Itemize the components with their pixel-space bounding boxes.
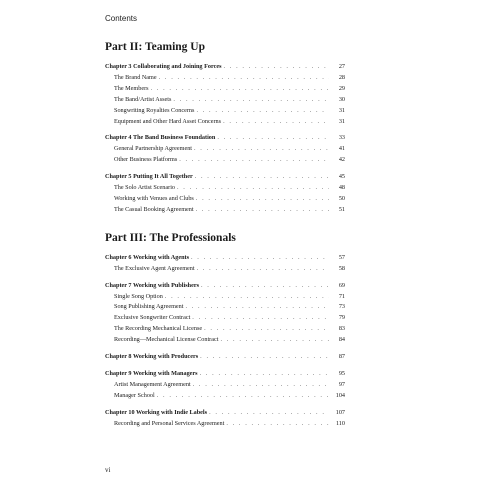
section-entry-page: 73 — [338, 303, 345, 311]
dot-leader — [197, 264, 329, 275]
section-entry-label: The Brand Name — [114, 73, 157, 81]
section-entry-page: 31 — [338, 106, 345, 114]
dot-leader — [200, 369, 329, 380]
section-entry[interactable] — [105, 84, 345, 95]
section-entry-label: Manager School — [114, 391, 155, 399]
part-title: Part II: Teaming Up — [105, 41, 205, 53]
section-entry-label: Single Song Option — [114, 292, 163, 300]
chapter-entry-page: 27 — [338, 63, 345, 70]
section-entry-page: 110 — [335, 419, 345, 427]
chapter-group — [105, 408, 345, 430]
section-entry[interactable] — [105, 155, 345, 166]
section-entry-page: 83 — [338, 325, 345, 333]
chapter-entry-label: Chapter 7 Working with Publishers — [105, 281, 199, 289]
section-entry-label: The Casual Booking Agreement — [114, 205, 194, 213]
section-entry-label: Exclusive Songwriter Contract — [114, 314, 191, 322]
section-entry-page: 42 — [338, 156, 345, 164]
section-entry-page: 97 — [338, 380, 345, 388]
chapter-entry[interactable] — [105, 62, 345, 73]
chapter-group — [105, 62, 345, 127]
section-entry-page: 50 — [338, 194, 345, 202]
section-entry-label: The Exclusive Agent Agreement — [114, 264, 195, 272]
dot-leader — [220, 335, 329, 346]
section-entry[interactable] — [105, 73, 345, 84]
section-entry-label: Other Business Platforms — [114, 156, 178, 164]
section-entry-page: 84 — [338, 336, 345, 344]
chapter-entry[interactable] — [105, 408, 345, 419]
chapter-entry[interactable] — [105, 253, 345, 264]
chapter-group — [105, 172, 345, 216]
toc-part — [105, 231, 345, 430]
section-entry[interactable] — [105, 95, 345, 106]
dot-leader — [223, 117, 329, 128]
section-entry-label: The Recording Mechanical License — [114, 325, 203, 333]
section-entry-label: The Solo Artist Scenario — [114, 184, 176, 192]
section-entry-label: Recording—Mechanical License Contract — [114, 336, 219, 344]
dot-leader — [177, 183, 329, 194]
section-entry[interactable] — [105, 117, 345, 128]
running-head: Contents — [105, 14, 138, 23]
section-entry-page: 48 — [338, 184, 345, 192]
section-entry-label: Equipment and Other Hard Asset Concerns — [114, 117, 222, 125]
section-entry-label: Artist Management Agreement — [114, 380, 191, 388]
toc-part — [105, 40, 345, 216]
section-entry-page: 51 — [338, 205, 345, 213]
section-entry[interactable] — [105, 391, 345, 402]
section-entry[interactable] — [105, 313, 345, 324]
section-entry-page: 28 — [338, 73, 345, 81]
section-entry-label: General Partnership Agreement — [114, 145, 193, 153]
dot-leader — [200, 352, 329, 363]
chapter-entry-page: 33 — [338, 134, 345, 142]
table-of-contents — [105, 40, 345, 429]
chapter-entry-page: 57 — [338, 253, 345, 261]
section-entry[interactable] — [105, 419, 345, 430]
chapter-entry-label: Chapter 5 Putting It All Together — [105, 173, 193, 181]
section-entry-page: 104 — [335, 391, 345, 399]
chapter-entry-label: Chapter 3 Collaborating and Joining Forces — [105, 63, 222, 70]
section-entry[interactable] — [105, 380, 345, 391]
chapter-entry-page: 87 — [338, 353, 345, 361]
dot-leader — [196, 205, 329, 216]
chapter-entry[interactable] — [105, 369, 345, 380]
section-entry-page: 31 — [338, 117, 345, 125]
section-entry-page: 58 — [338, 264, 345, 272]
section-entry-page: 29 — [338, 84, 345, 92]
section-entry[interactable] — [105, 335, 345, 346]
dot-leader — [226, 419, 329, 430]
dot-leader — [193, 380, 329, 391]
section-entry-page: 41 — [338, 145, 345, 153]
section-entry[interactable] — [105, 205, 345, 216]
dot-leader — [192, 313, 329, 324]
dot-leader — [196, 194, 329, 205]
dot-leader — [179, 155, 329, 166]
dot-leader — [223, 62, 329, 73]
dot-leader — [204, 324, 329, 335]
chapter-entry-page: 45 — [338, 173, 345, 181]
dot-leader — [209, 408, 329, 419]
chapter-entry[interactable] — [105, 133, 345, 144]
section-entry-label: Songwriting Royalties Concerns — [114, 106, 195, 114]
section-entry[interactable] — [105, 106, 345, 117]
section-entry-page: 71 — [338, 292, 345, 300]
chapter-group — [105, 133, 345, 166]
section-entry[interactable] — [105, 324, 345, 335]
page-number: vi — [105, 466, 111, 474]
section-entry-label: The Band/Artist Assets — [114, 95, 172, 103]
dot-leader — [185, 302, 329, 313]
chapter-group — [105, 253, 345, 275]
dot-leader — [217, 133, 329, 144]
chapter-entry[interactable] — [105, 172, 345, 183]
chapter-entry-label: Chapter 10 Working with Indie Labels — [105, 408, 208, 416]
dot-leader — [191, 253, 329, 264]
dot-leader — [159, 73, 329, 84]
section-entry-label: Recording and Personal Services Agreement — [114, 419, 225, 427]
chapter-entry[interactable] — [105, 352, 345, 363]
section-entry[interactable] — [105, 183, 345, 194]
dot-leader — [157, 391, 329, 402]
section-entry[interactable] — [105, 144, 345, 155]
dot-leader — [196, 106, 329, 117]
chapter-group — [105, 369, 345, 402]
section-entry[interactable] — [105, 194, 345, 205]
chapter-entry-label: Chapter 9 Working with Managers — [105, 369, 198, 377]
chapter-entry-label: Chapter 8 Working with Producers — [105, 353, 199, 361]
chapter-entry-page: 69 — [338, 281, 345, 289]
chapter-entry-label: Chapter 4 The Band Business Foundation — [105, 134, 216, 142]
dot-leader — [151, 84, 329, 95]
chapter-entry-page: 107 — [335, 408, 345, 416]
chapter-entry-label: Chapter 6 Working with Agents — [105, 253, 190, 261]
dot-leader — [194, 144, 329, 155]
dot-leader — [195, 172, 329, 183]
dot-leader — [173, 95, 329, 106]
section-entry[interactable] — [105, 292, 345, 303]
dot-leader — [201, 281, 329, 292]
chapter-group — [105, 352, 345, 363]
part-title: Part III: The Professionals — [105, 231, 236, 244]
chapter-group — [105, 281, 345, 346]
chapter-entry-page: 95 — [338, 369, 345, 377]
dot-leader — [165, 292, 329, 303]
section-entry-page: 30 — [338, 95, 345, 103]
section-entry-label: The Members — [114, 84, 149, 92]
section-entry[interactable] — [105, 264, 345, 275]
chapter-entry[interactable] — [105, 281, 345, 292]
section-entry[interactable] — [105, 302, 345, 313]
section-entry-page: 79 — [338, 314, 345, 322]
section-entry-label: Song Publishing Agreement — [114, 303, 184, 311]
section-entry-label: Working with Venues and Clubs — [114, 194, 194, 202]
